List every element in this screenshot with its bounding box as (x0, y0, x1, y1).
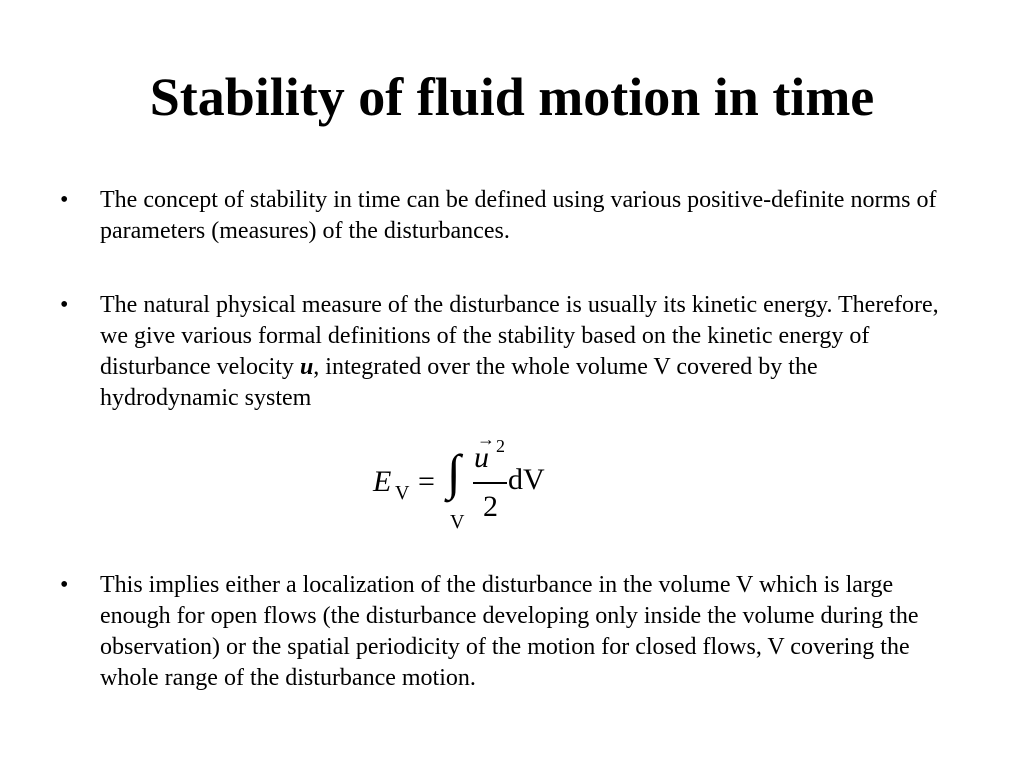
formula-exponent: 2 (496, 436, 505, 456)
slide-title: Stability of fluid motion in time (149, 67, 875, 127)
bullet-mark: • (60, 292, 69, 318)
velocity-symbol: u (299, 354, 314, 380)
formula-equals: = (418, 465, 435, 498)
bullet-item (60, 290, 960, 414)
formula-differential: dV (508, 463, 545, 496)
bullet-text-after: , integrated over the whole volume V covered by the hydrodynamic system (100, 354, 818, 411)
bullet-item (60, 570, 960, 694)
bullet-text: The concept of stability in time can be defined using various positive-definite norms of parameters (measures) of the disturbances. (100, 187, 937, 244)
bullet-text-before: The natural physical measure of the disturbance is usually its kinetic energy. Therefore, we give various formal definitions of the stability based on the kinetic energy of disturbance velocity (100, 292, 939, 380)
formula-numerator: u (474, 441, 489, 474)
formula-denominator: 2 (483, 490, 498, 523)
formula-lhs-subscript: V (395, 482, 410, 504)
bullet-text: This implies either a localization of the disturbance in the volume V which is large enough for open flows (the disturbance developing only inside the volume during the observation) or the spatial periodicity of the motion for closed flows, V covering the whole range of the disturbance motion. (100, 572, 919, 691)
integral-subscript: V (450, 511, 465, 533)
bullet-text (100, 292, 939, 411)
vector-arrow: → (477, 429, 495, 449)
integral-sign: ∫ (447, 444, 461, 500)
formula-lhs: E (373, 465, 392, 498)
bullet-mark: • (60, 572, 69, 598)
fraction-bar (473, 482, 507, 484)
bullet-item (60, 185, 960, 247)
bullet-mark: • (60, 187, 69, 213)
